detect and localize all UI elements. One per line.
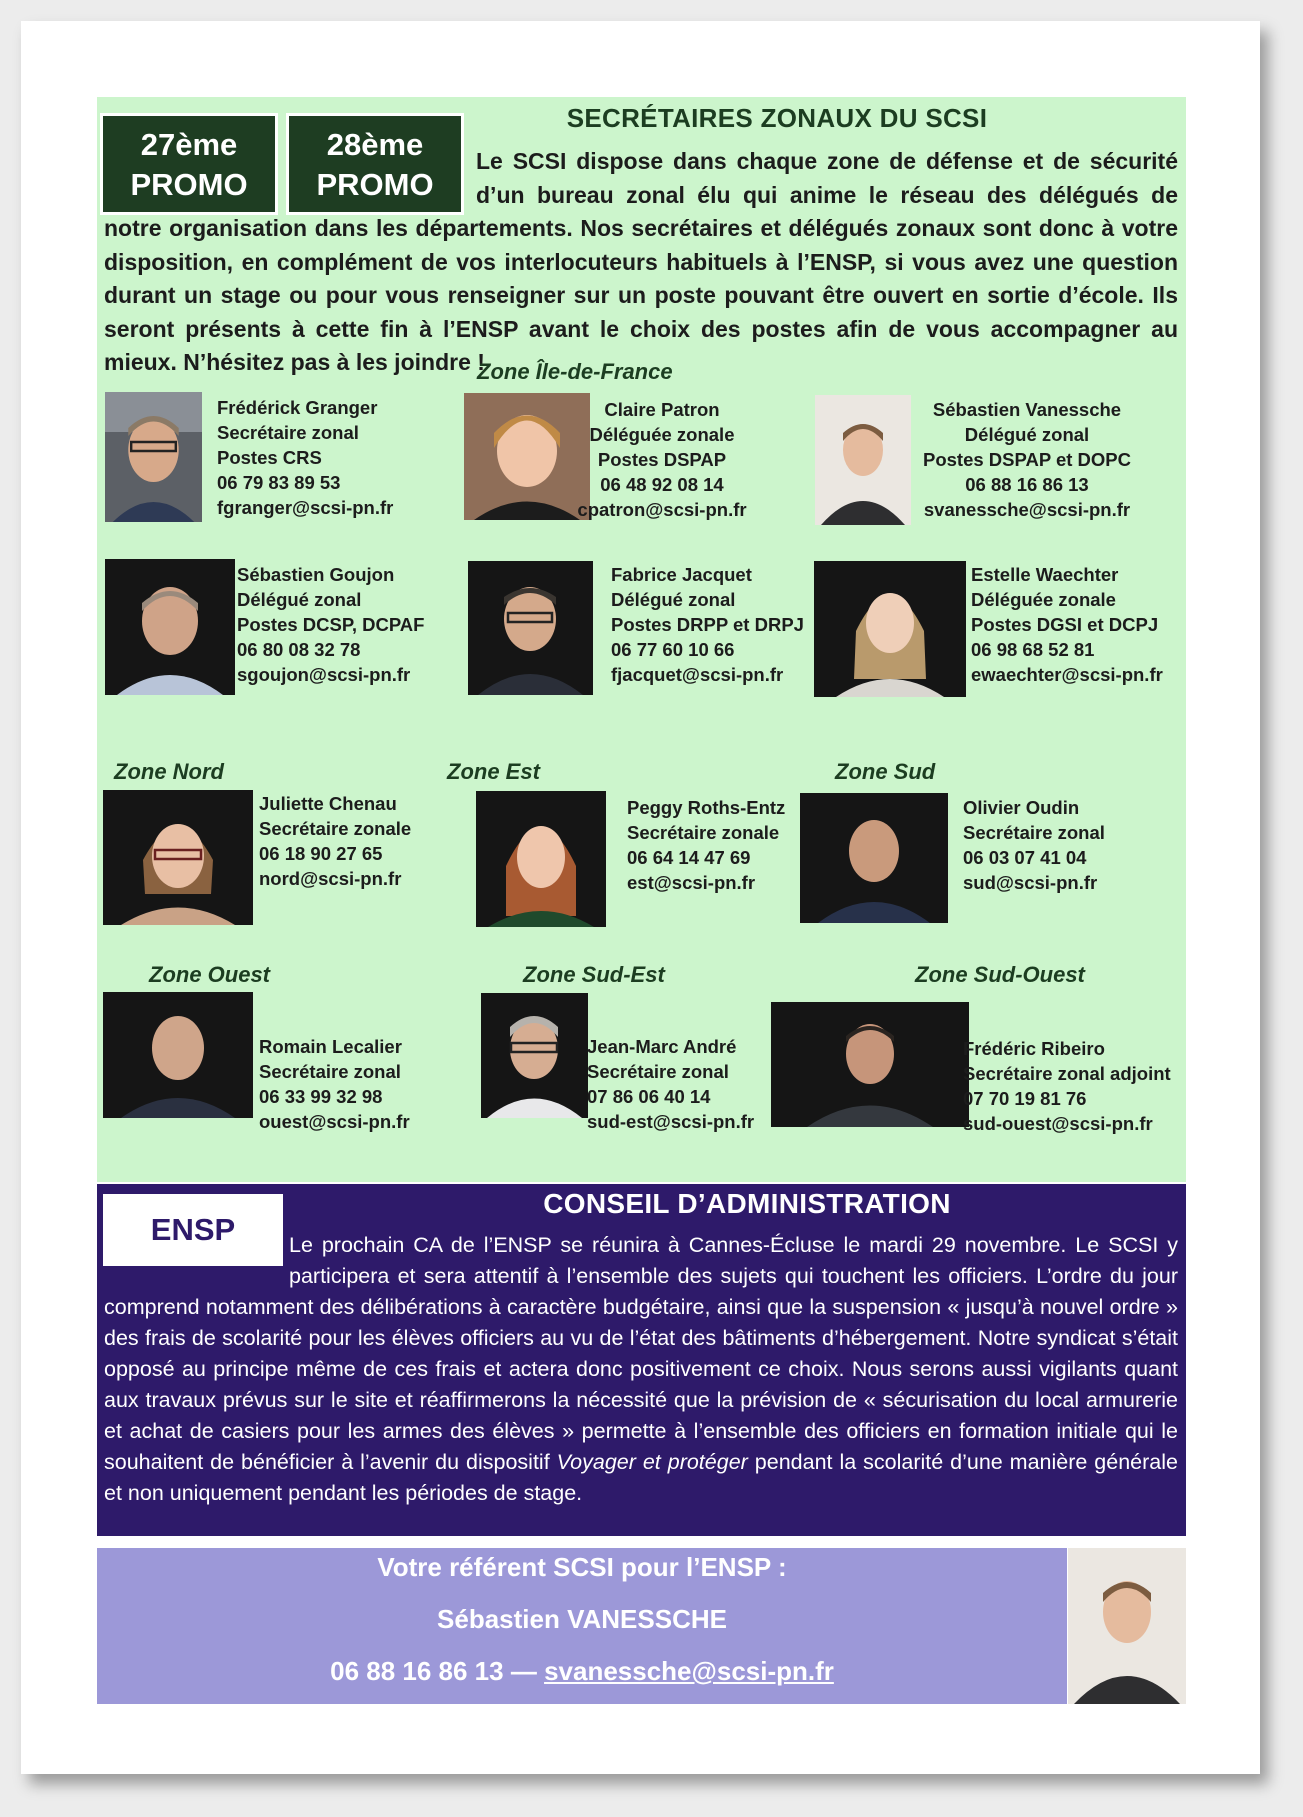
card-email: sgoujon@scsi-pn.fr — [237, 664, 411, 685]
card-email: ewaechter@scsi-pn.fr — [971, 664, 1163, 685]
card-email: svanessche@scsi-pn.fr — [923, 499, 1131, 520]
card-phone: 07 70 19 81 76 — [963, 1088, 1087, 1109]
card-phone: 06 48 92 08 14 — [600, 474, 724, 495]
card-role: Déléguée zonale — [589, 424, 735, 445]
card-phone: 06 98 68 52 81 — [971, 639, 1095, 660]
card-role: Délégué zonal — [237, 589, 362, 610]
photo-granger — [105, 392, 202, 522]
card-phone: 06 77 60 10 66 — [611, 639, 735, 660]
intro-text: Le SCSI dispose dans chaque zone de défense et de sécurité d’un bureau zonal élu qui anime le réseau des délégués de notre organisation dans les départements. Nos secrétaires et délégués zonaux sont donc à votre disposition, en complément de vos interlocuteurs habituels à l’ENSP, si vous avez une question durant un stage ou pour vous renseigner sur un poste pouvant être ouvert en sortie d’école. Ils seront présents à cette fin à l’ENSP avant le choix des postes afin de vous accompagner au mieux. N’hésitez pas à les joindre ! — [104, 148, 1178, 375]
card-jacquet — [611, 562, 804, 687]
card-name: Fabrice Jacquet — [611, 564, 752, 585]
photo-oudin — [800, 793, 948, 923]
card-name: Olivier Oudin — [963, 797, 1080, 818]
conseil-title: CONSEIL D’ADMINISTRATION — [543, 1188, 951, 1219]
card-goujon — [237, 562, 424, 687]
referent-name: Sébastien VANESSCHE — [437, 1604, 727, 1634]
card-waechter — [971, 562, 1163, 687]
secretaires-zonaux-section — [97, 97, 1186, 1182]
card-name: Peggy Roths-Entz — [627, 797, 786, 818]
card-email: est@scsi-pn.fr — [627, 872, 756, 893]
card-posts: Postes CRS — [217, 447, 322, 468]
conseil-text-part1: Le prochain CA de l’ENSP se réunira à Cannes-Écluse le mardi 29 novembre. Le SCSI y participera et sera attentif à l’ensemble des sujets qui touchent les officiers. L’ordre du jour comprend notamment des délibérations à caractère budgétaire, ainsi que la suspension « jusqu’à nouvel ordre » des frais de scolarité pour les élèves officiers au vu de l’état des bâtiments d’hébergement. Notre syndicat s’était opposé au principe même de ces frais et actera donc positivement ce choix. Nous serons aussi vigilants quant aux travaux prévus sur le site et réaffirmerons la nécessité que la prévision de « sécurisation du local armurerie et achat de casiers pour les armes des élèves » permette à l’ensemble des officiers en formation initiale qui le souhaitent de bénéficier à l’avenir du dispositif — [104, 1233, 1178, 1474]
zone-title-sudest: Zone Sud-Est — [523, 962, 665, 987]
card-vanessche — [897, 397, 1157, 522]
referent-phone: 06 88 16 86 13 — — [330, 1656, 545, 1686]
card-name: Claire Patron — [604, 399, 720, 420]
zone-title-idf: Zone Île-de-France — [477, 359, 673, 384]
card-role: Secrétaire zonal — [963, 822, 1105, 843]
zone-title-nord: Zone Nord — [114, 759, 224, 784]
card-phone: 06 64 14 47 69 — [627, 847, 751, 868]
card-email: ouest@scsi-pn.fr — [259, 1111, 410, 1132]
intro-paragraph — [104, 145, 1178, 380]
ensp-badge: ENSP — [103, 1194, 283, 1266]
promo-27-label: PROMO — [130, 167, 248, 202]
conseil-paragraph — [104, 1230, 1178, 1509]
card-role: Délégué zonal — [964, 424, 1090, 445]
card-posts: Postes DGSI et DCPJ — [971, 614, 1159, 635]
promo-28-label: PROMO — [316, 167, 434, 202]
photo-andre — [481, 993, 588, 1118]
card-role: Délégué zonal — [611, 589, 736, 610]
card-name: Juliette Chenau — [259, 793, 397, 814]
referent-contact — [97, 1656, 1067, 1687]
card-posts: Postes DSPAP — [597, 449, 727, 470]
card-ribeiro — [963, 1036, 1171, 1136]
card-email: fgranger@scsi-pn.fr — [217, 497, 394, 518]
conseil-administration-section — [97, 1184, 1186, 1536]
card-name: Jean-Marc André — [587, 1036, 737, 1057]
photo-referent — [1068, 1548, 1186, 1704]
card-email: sud@scsi-pn.fr — [963, 872, 1098, 893]
photo-roths — [476, 791, 606, 927]
conseil-text-part2: pendant la scolarité d’une manière générale et non uniquement pendant les périodes de stage. — [104, 1450, 1178, 1505]
document-page — [21, 21, 1260, 1774]
photo-chenau — [103, 790, 253, 925]
card-lecalier — [259, 1034, 410, 1134]
referent-heading: Votre référent SCSI pour l’ENSP : — [377, 1552, 787, 1582]
card-role: Secrétaire zonale — [627, 822, 780, 843]
photo-waechter — [814, 561, 966, 697]
card-posts: Postes DCSP, DCPAF — [237, 614, 425, 635]
zone-title-ouest: Zone Ouest — [149, 962, 271, 987]
card-email: cpatron@scsi-pn.fr — [577, 499, 747, 520]
promo-28-number: 28ème — [326, 127, 424, 162]
zone-title-est: Zone Est — [447, 759, 540, 784]
card-granger — [217, 395, 393, 520]
card-phone: 06 18 90 27 65 — [259, 843, 383, 864]
card-phone: 06 88 16 86 13 — [965, 474, 1089, 495]
card-chenau — [259, 791, 411, 891]
card-role: Secrétaire zonal — [587, 1061, 729, 1082]
card-email: sud-est@scsi-pn.fr — [587, 1111, 755, 1132]
card-andre — [587, 1034, 754, 1134]
promo-27-number: 27ème — [140, 127, 238, 162]
card-role: Déléguée zonale — [971, 589, 1116, 610]
card-phone: 06 80 08 32 78 — [237, 639, 361, 660]
card-roths — [627, 795, 785, 895]
card-name: Sébastien Vanessche — [932, 399, 1122, 420]
card-name: Estelle Waechter — [971, 564, 1119, 585]
photo-lecalier — [103, 992, 253, 1118]
card-name: Frédérick Granger — [217, 397, 378, 418]
photo-jacquet — [468, 561, 593, 695]
card-role: Secrétaire zonal — [217, 422, 359, 443]
photo-goujon — [105, 559, 235, 695]
zone-title-sudouest: Zone Sud-Ouest — [915, 962, 1085, 987]
card-phone: 06 33 99 32 98 — [259, 1086, 383, 1107]
card-posts: Postes DSPAP et DOPC — [922, 449, 1132, 470]
referent-email-link[interactable]: svanessche@scsi-pn.fr — [544, 1656, 834, 1686]
card-posts: Postes DRPP et DRPJ — [611, 614, 804, 635]
card-role: Secrétaire zonal — [259, 1061, 401, 1082]
card-patron — [537, 397, 787, 522]
referent-section — [97, 1548, 1067, 1704]
card-phone: 07 86 06 40 14 — [587, 1086, 711, 1107]
card-role: Secrétaire zonale — [259, 818, 412, 839]
card-email: sud-ouest@scsi-pn.fr — [963, 1113, 1153, 1134]
zone-title-sud: Zone Sud — [835, 759, 936, 784]
card-phone: 06 03 07 41 04 — [963, 847, 1087, 868]
card-email: fjacquet@scsi-pn.fr — [611, 664, 784, 685]
card-name: Romain Lecalier — [259, 1036, 402, 1057]
section-title: SECRÉTAIRES ZONAUX DU SCSI — [566, 103, 988, 133]
card-name: Frédéric Ribeiro — [963, 1038, 1105, 1059]
card-oudin — [963, 795, 1105, 895]
conseil-text-italic: Voyager et protéger — [556, 1450, 748, 1474]
card-phone: 06 79 83 89 53 — [217, 472, 341, 493]
card-email: nord@scsi-pn.fr — [259, 868, 402, 889]
card-name: Sébastien Goujon — [237, 564, 395, 585]
card-role: Secrétaire zonal adjoint — [963, 1063, 1171, 1084]
photo-ribeiro — [771, 1002, 969, 1127]
